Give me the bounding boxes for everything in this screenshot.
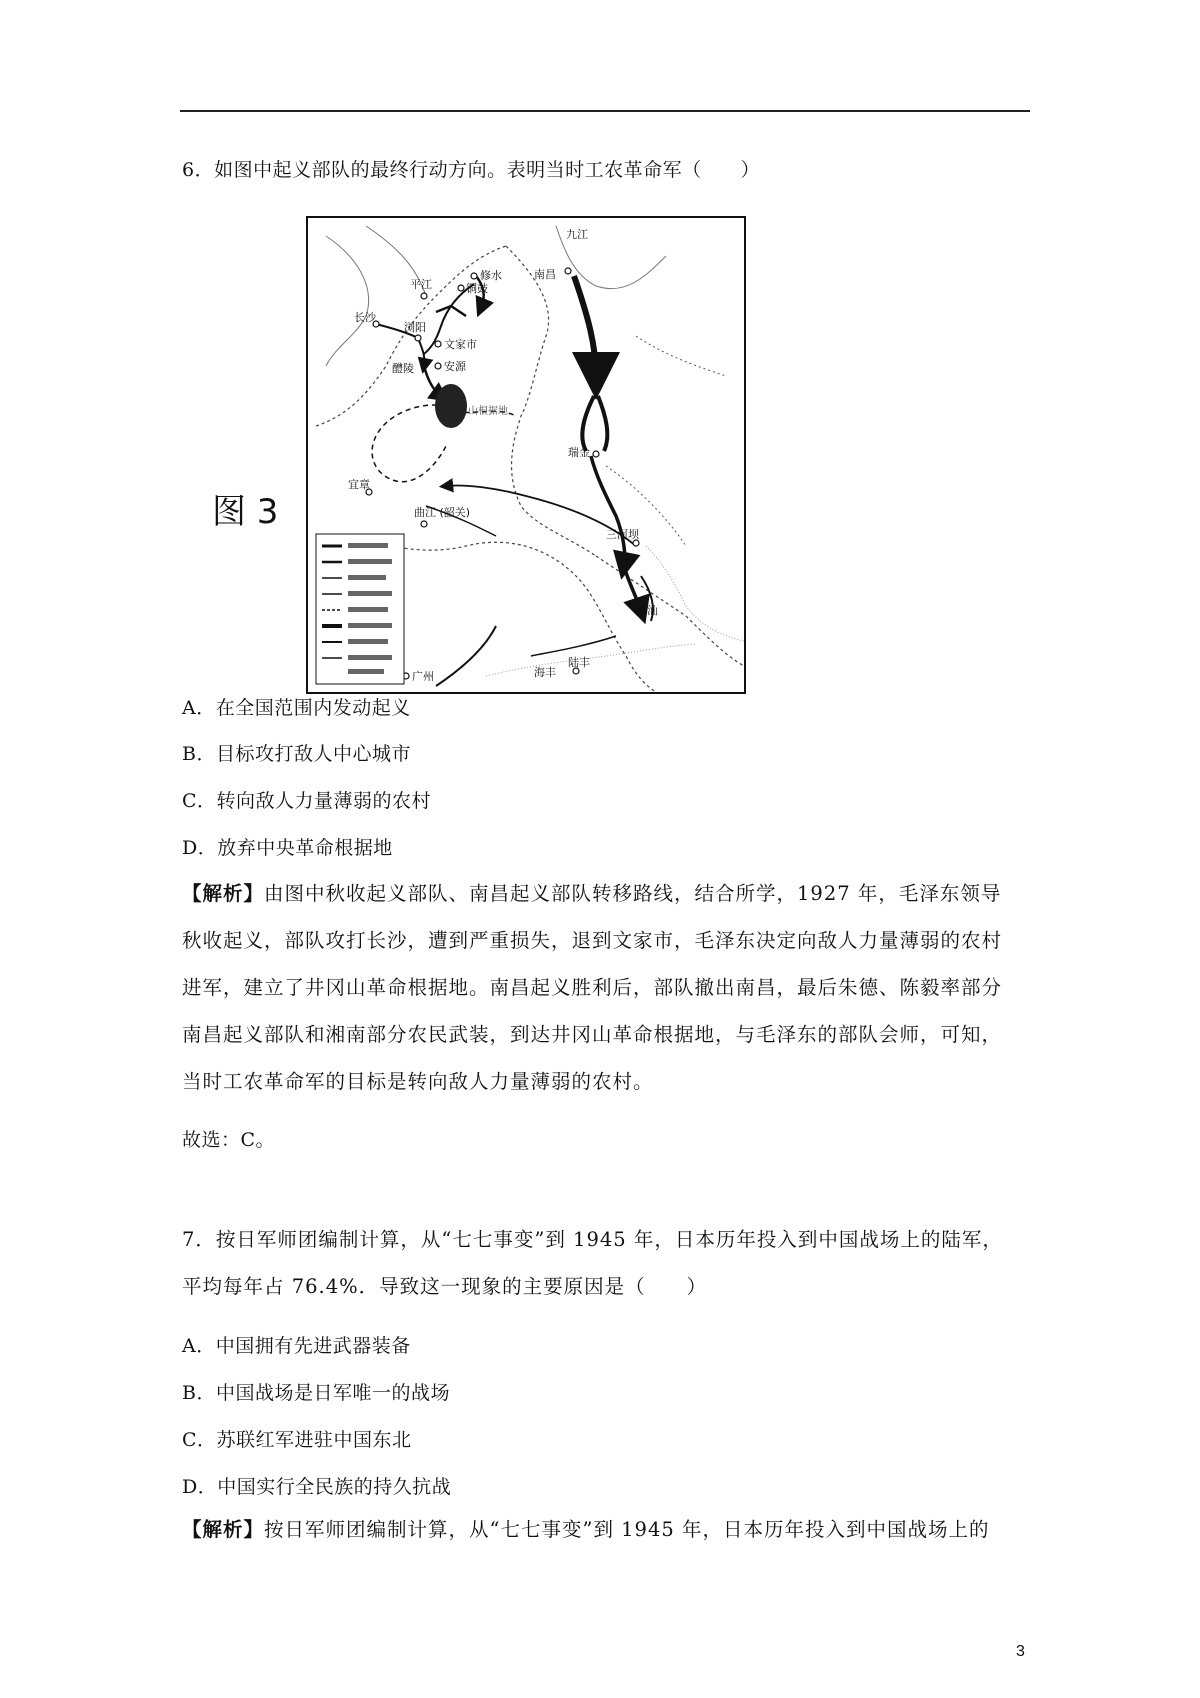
q7-option-d: D．中国实行全民族的持久抗战: [182, 1476, 452, 1498]
q6-option-a: A．在全国范围内发动起义: [182, 697, 411, 719]
map-label-pingjiang: 平江: [410, 278, 432, 291]
header-rule: [180, 110, 1030, 112]
map-label-wenjiashi: 文家市: [444, 338, 477, 351]
q7-option-b: B．中国战场是日军唯一的战场: [182, 1382, 450, 1404]
q7-stem-line-2: 平均每年占 76.4%．导致这一现象的主要原因是（ ）: [182, 1275, 708, 1298]
q7-analysis-label: 【解析】: [182, 1518, 265, 1541]
map-label-haifeng: 海丰: [534, 666, 556, 679]
q6-analysis-line-3: 进军，建立了井冈山革命根据地。南昌起义胜利后，部队撤出南昌，最后朱德、陈毅率部分: [182, 976, 1003, 999]
map-label-sanheba: 三河坝: [606, 528, 639, 541]
q7-stem: [182, 1216, 1028, 1310]
map-illustration: [306, 216, 746, 694]
map-label-liling: 醴陵: [392, 362, 414, 375]
map-figure: [306, 216, 746, 694]
q6-analysis-line-2: 秋收起义，部队攻打长沙，遭到严重损失，退到文家市，毛泽东决定向敌人力量薄弱的农村: [182, 929, 1003, 952]
q7-option-a: A．中国拥有先进武器装备: [182, 1335, 411, 1357]
q6-analysis-line-1: 由图中秋收起义部队、南昌起义部队转移路线，结合所学，1927 年，毛泽东领导: [264, 882, 1002, 905]
map-label-shaoguan: 曲江 (韶关): [414, 506, 471, 519]
map-label-lufeng: 陆丰: [568, 656, 590, 669]
map-label-jiujiang: 九江: [566, 228, 588, 241]
map-label-liuyang: 浏阳: [404, 321, 426, 334]
map-label-yizhang: 宜章: [348, 478, 370, 491]
figure-label: 图 3: [212, 492, 279, 532]
q6-answer: 故选：C。: [182, 1129, 276, 1151]
q7-analysis-line-1: 按日军师团编制计算，从“七七事变”到 1945 年，日本历年投入到中国战场上的: [264, 1518, 990, 1541]
q6-option-c: C．转向敌人力量薄弱的农村: [182, 790, 432, 812]
q7-analysis: [182, 1506, 1028, 1553]
map-label-jinggangshan: 山根据地: [468, 406, 508, 417]
q6-analysis: [182, 870, 1028, 1105]
map-label-guangzhou: 广州: [412, 670, 434, 683]
map-label-ruijin: 瑞金: [568, 446, 590, 459]
q7-stem-line-1: 7．按日军师团编制计算，从“七七事变”到 1945 年，日本历年投入到中国战场上的陆军，: [182, 1228, 1003, 1251]
map-label-nanchang: 南昌: [534, 268, 556, 281]
map-label-changsha: 长沙: [354, 311, 376, 324]
map-label-tonggu: 铜鼓: [466, 282, 488, 295]
q6-option-d: D．放弃中央革命根据地: [182, 837, 393, 859]
q6-option-b: B．目标攻打敌人中心城市: [182, 743, 411, 765]
q6-analysis-line-5: 当时工农革命军的目标是转向敌人力量薄弱的农村。: [182, 1070, 654, 1093]
q7-option-c: C．苏联红军进驻中国东北: [182, 1429, 412, 1451]
map-label-chaoshan: 潮汕: [636, 604, 658, 617]
map-label-xiushui: 修水: [480, 269, 502, 282]
q6-stem: 6．如图中起义部队的最终行动方向。表明当时工农革命军（ ）: [182, 159, 761, 181]
map-label-anyuan: 安源: [444, 360, 466, 373]
q6-analysis-line-4: 南昌起义部队和湘南部分农民武装，到达井冈山革命根据地，与毛泽东的部队会师，可知，: [182, 1023, 1003, 1046]
page-number: 3: [1016, 1643, 1025, 1660]
q6-analysis-label: 【解析】: [182, 882, 265, 905]
